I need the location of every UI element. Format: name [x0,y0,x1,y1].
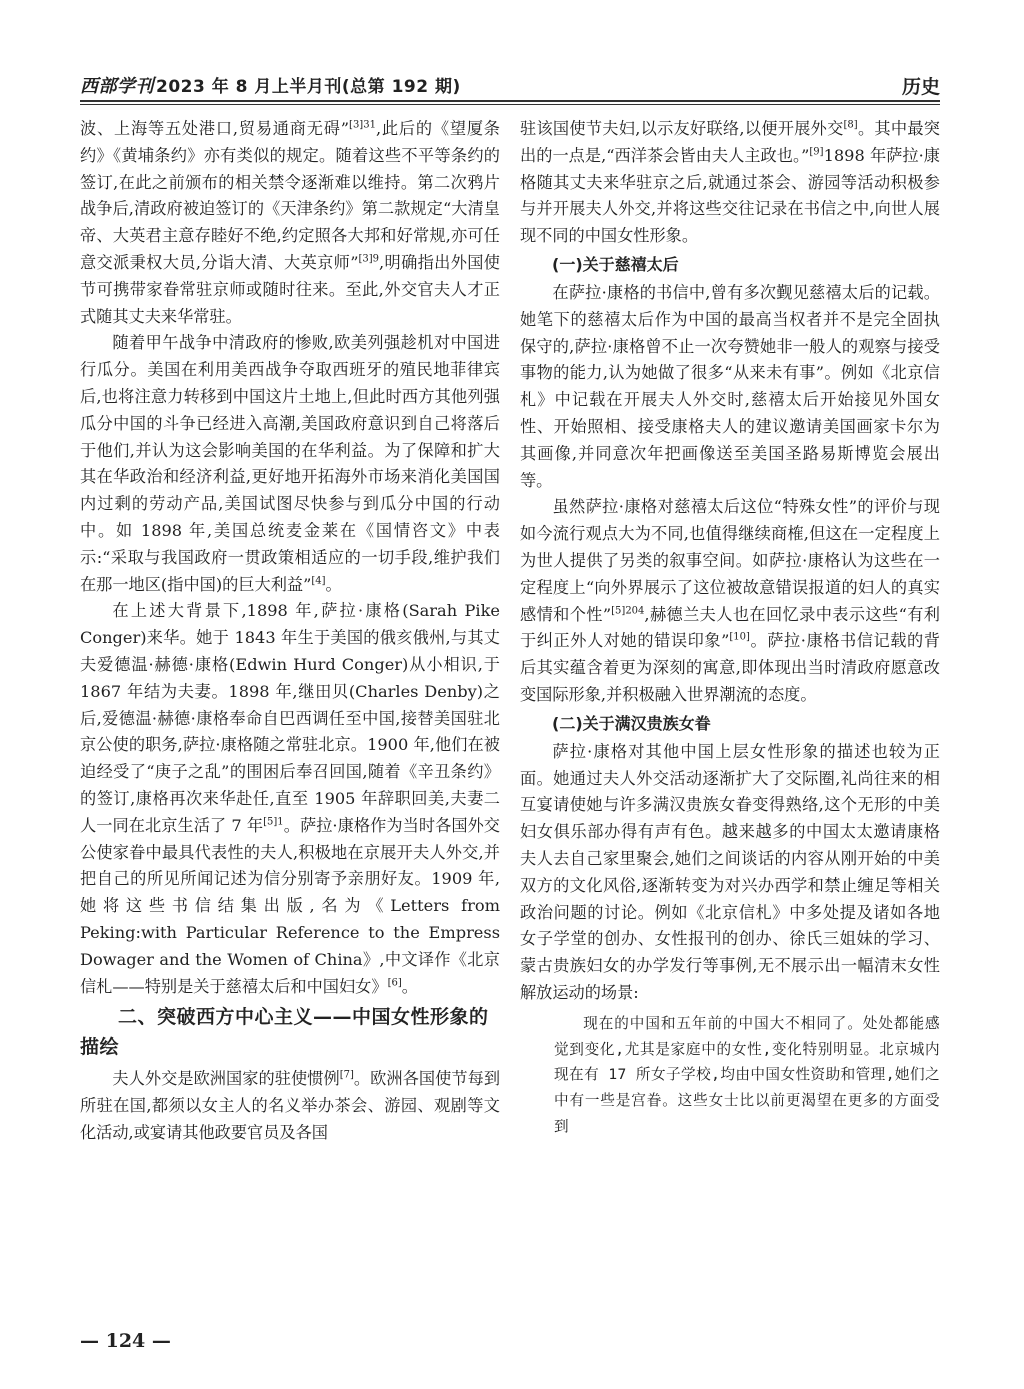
citation: [8] [843,119,858,131]
citation: [5]1 [263,816,284,828]
paragraph: 驻该国使节夫妇,以示友好联络,以便开展外交[8]。其中最突出的一点是,“西洋茶会皆由夫人主政也。”[9]1898 年萨拉·康格随其丈夫来华驻京之后,就通过茶会、游园等活动积极参与并开展夫人外交,并将这些交往记录在书信之中,向世人展现不同的中国女性形象。 [520,119,940,246]
journal-issue-line [80,72,461,98]
section-heading: 二、突破西方中心主义——中国女性形象的描绘 [80,1006,489,1059]
citation: [6] [387,977,402,989]
paragraph: 萨拉·康格对其他中国上层女性形象的描述也较为正面。她通过夫人外交活动逐渐扩大了交际圈,礼尚往来的相互宴请使她与许多满汉贵族女眷变得熟络,这个无形的中美妇女俱乐部办得有声有色。越来越多的中国太太邀请康格夫人去自己家里聚会,她们之间谈话的内容从刚开始的中美双方的文化风俗,逐渐转变为对兴办西学和禁止缠足等相关政治问题的讨论。例如《北京信札》中多处提及诸如各地女子学堂的创办、女性报刊的创办、徐氏三姐妹的学习、蒙古贵族妇女的办学发行等事例,无不展示出一幅清末女性解放运动的场景: [520,741,940,1002]
running-header [80,62,940,106]
paragraph: 在萨拉·康格的书信中,曾有多次觐见慈禧太后的记载。她笔下的慈禧太后作为中国的最高当权者并不是完全固执保守的,萨拉·康格曾不止一次夸赞她非一般人的观察与接受事物的能力,认为她做了很多“从来未有事”。例如《北京信札》中记载在开展夫人外交时,慈禧太后开始接见外国女性、开始照相、接受康格夫人的建议邀请美国画家卡尔为其画像,并同意次年把画像送至美国圣路易斯博览会展出等。 [520,282,940,490]
left-column [80,116,500,1147]
paragraph: 虽然萨拉·康格对慈禧太后这位“特殊女性”的评价与现如今流行观点大为不同,也值得继续商榷,但这在一定程度上为世人提供了另类的叙事空间。如萨拉·康格认为这些在一定程度上“向外界展示了这位被故意错误报道的妇人的真实感情和个性”$^{[5]204}$,赫德兰夫人也在回忆录中表示这些“有利于纠正外人对她的错误印象”[10]。萨拉·康格书信记载的背后其实蕴含着更为深刻的寓意,即体现出当时清政府愿意改变国际形象,并积极融入世界潮流的态度。 [520,497,940,704]
citation: [3]31 [349,119,376,131]
header-rule-thick [80,100,940,102]
citation: [4] [311,575,326,587]
citation: [9] [809,146,824,158]
citation: [7] [339,1069,354,1081]
journal-logo: 西部学刊 [80,76,154,97]
subsection-heading: (一)关于慈禧太后 [552,254,679,274]
citation: [5]204 [611,605,645,617]
subsection-heading: (二)关于满汉贵族女眷 [552,713,711,733]
paragraph: 波、上海等五处港口,贸易通商无碍”$^{[3]31}$,此后的《望厦条约》《黄埔条约》亦有类似的规定。随着这些不平等条约的签订,在此之前颁布的相关禁令逐渐难以维持。第二次鸦片战争后,清政府被迫签订的《天津条约》第二款规定“大清皇帝、大英君主意存睦好不绝,约定照各大邦和好常规,亦可任意交派秉权大员,分诣大清、大英京师”$^{[3]9}$,明确指出外国使节可携带家眷常驻京师或随时往来。至此,外交官夫人才正式随其丈夫来华常驻。 [80,119,500,326]
paragraph: 夫人外交是欧洲国家的驻使惯例[7]。欧洲各国使节每到所驻在国,都须以女主人的名义举办茶会、游园、观剧等文化活动,或宴请其他政要官员及各国 [80,1069,501,1142]
issue-info: 2023 年 8 月上半月刊(总第 192 期) [156,77,461,97]
citation: [10] [729,631,750,643]
section-label: 历史 [901,76,940,98]
block-quote [554,1011,940,1140]
right-column [520,116,940,1140]
page-number: — 124 — [80,1330,171,1352]
header-rule-thin [80,104,940,105]
paragraph: 在上述大背景下,1898 年,萨拉·康格(Sarah Pike Conger)来华。她于 1843 年生于美国的俄亥俄州,与其丈夫爱德温·赫德·康格(Edwin Hurd Conger)从小相识,于 1867 年结为夫妻。1898 年,继田贝(Charles Denby)之后,爱德温·赫德·康格奉命自巴西调任至中国,接替美国驻北京公使的职务,萨拉·康格随之常驻北京。1900 年,他们在被迫经受了“庚子之乱”的围困后奉召回国,随着《辛丑条约》的签订,康格再次来华赴任,直至 1905 年辞职回美,夫妻二人一同在北京生活了 7 年$^{[5]1}$。萨拉·康格作为当时各国外交公使家眷中最具代表性的夫人,积极地在京展开夫人外交,并把自己的所见所闻记述为信分别寄予亲朋好友。1909 年,她将这些书信结集出版,名为《Letters from Peking:with Particular Reference to the Empress Dowager and the Women of China》,中文译作《北京信札——特别是关于慈禧太后和中国妇女》[6]。 [80,601,500,996]
citation: [3]9 [358,253,380,265]
quote-text: 现在的中国和五年前的中国大不相同了。处处都能感觉到变化,尤其是家庭中的女性,变化特别明显。北京城内现在有 17 所女子学校,均由中国女性资助和管理,她们之中有一些是宫眷。这些女士比以前更渴望在更多的方面受到 [554,1014,940,1135]
paragraph: 随着甲午战争中清政府的惨败,欧美列强趁机对中国进行瓜分。美国在利用美西战争夺取西班牙的殖民地菲律宾后,也将注意力转移到中国这片土地上,但此时西方其他列强瓜分中国的斗争已经进入高潮,美国政府意识到自己将落后于他们,并认为这会影响美国的在华利益。为了保障和扩大其在华政治和经济利益,更好地开拓海外市场来消化美国国内过剩的劳动产品,美国试图尽快参与到瓜分中国的行动中。如 1898 年,美国总统麦金莱在《国情咨文》中表示:“采取与我国政府一贯政策相适应的一切手段,维护我们在那一地区(指中国)的巨大利益”[4]。 [80,333,500,594]
